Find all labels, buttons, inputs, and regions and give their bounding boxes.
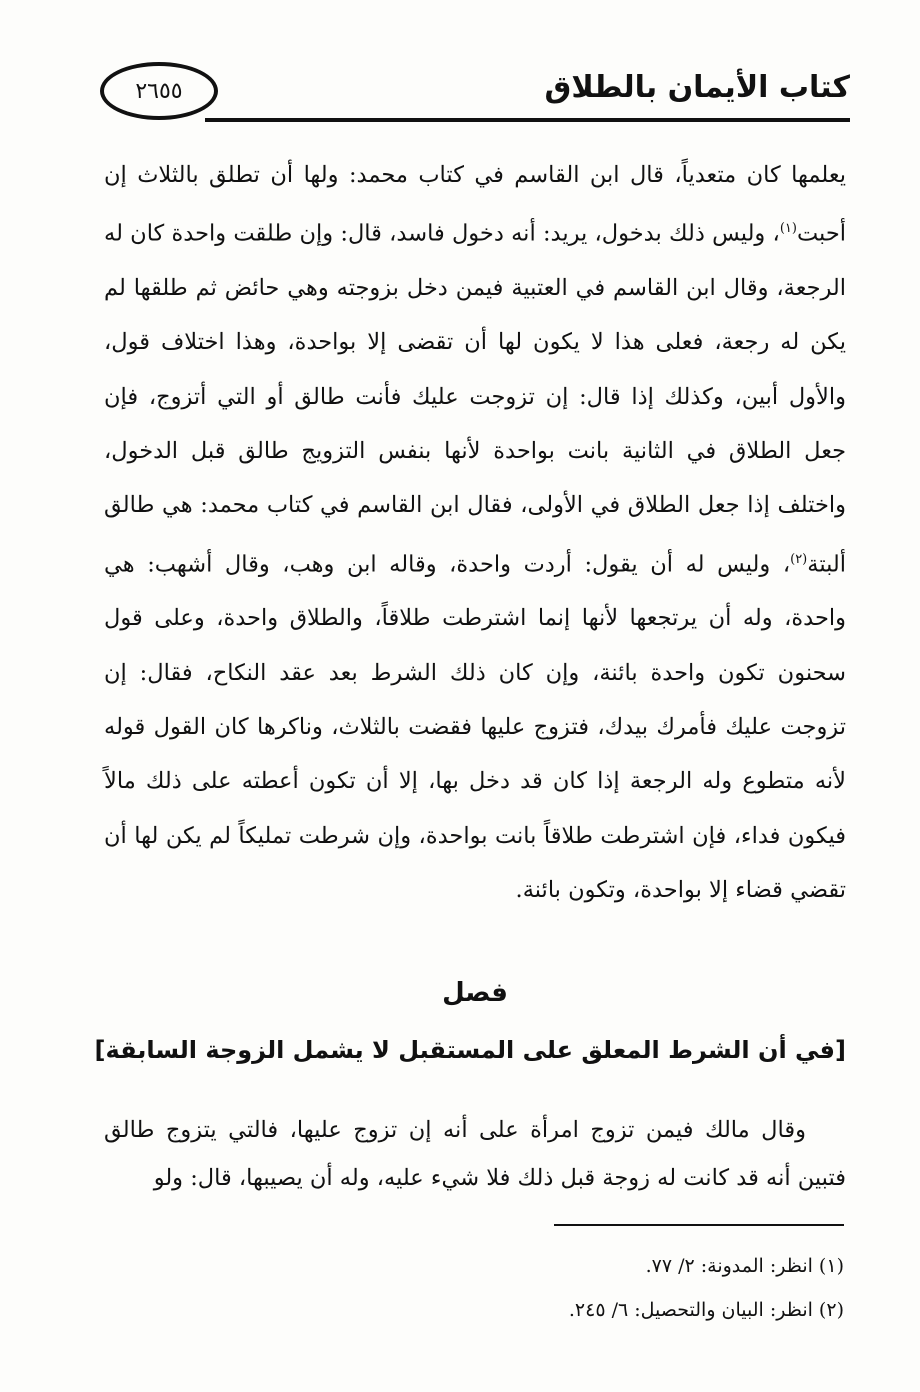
section-title: [في أن الشرط المعلق على المستقبل لا يشمل الزوجة السابقة]: [94, 1036, 846, 1064]
page-header: [100, 62, 850, 126]
page-number: ٢٦٥٥: [135, 78, 183, 104]
page-number-badge: [100, 62, 218, 120]
footnote-2: (٢) انظر: البيان والتحصيل: ٦/ ٢٤٥.: [568, 1299, 844, 1321]
second-paragraph: [104, 1106, 846, 1202]
footnote-divider: [554, 1224, 844, 1226]
section-heading: فصل: [442, 978, 508, 1008]
footnotes: [344, 1244, 844, 1332]
header-rule: [205, 118, 850, 122]
paragraph-segment: يعلمها كان متعدياً، قال ابن القاسم في كتاب محمد: ولها أن تطلق بالثلاث إن أحبت: [104, 162, 846, 247]
footnote-1: (١) انظر: المدونة: ٢/ ٧٧.: [645, 1255, 844, 1277]
paragraph-segment: ، وليس ذلك بدخول، يريد: أنه دخول فاسد، قال: وإن طلقت واحدة كان له الرجعة، وقال ابن القاسم في العتبية فيمن دخل بزوجته وهي حائض ثم طلقها لم يكن له رجعة، فعلى هذا لا يكون لها أن تقضى إلا بواحدة، وهذا اختلاف قول، والأول أبين، وكذلك إذا قال: إن تزوجت عليك فأنت طالق أو التي أتزوج، فإن جعل الطلاق في الثانية بانت بواحدة لأنها بنفس التزويج طالق قبل الدخول، واختلف إذا جعل الطلاق في الأولى، فقال ابن القاسم في كتاب محمد: هي طالق ألبتة: [104, 220, 846, 578]
main-paragraph: [104, 148, 846, 917]
footnote-ref: (٢): [790, 551, 808, 567]
footnote-ref: (١): [779, 221, 797, 237]
book-title: كتاب الأيمان بالطلاق: [544, 70, 850, 105]
paragraph-text: وقال مالك فيمن تزوج امرأة على أنه إن تزوج عليها، فالتي يتزوج طالق فتبين أنه قد كانت له زوجة قبل ذلك فلا شيء عليه، وله أن يصيبها، قال: ولو: [104, 1117, 846, 1191]
paragraph-segment: ، وليس له أن يقول: أردت واحدة، وقاله ابن وهب، وقال أشهب: هي واحدة، وله أن يرتجعها لأنها إنما اشترطت طلاقاً، والطلاق واحدة، وعلى قول سحنون تكون واحدة بائنة، وإن كان ذلك الشرط بعد عقد النكاح، فقال: إن تزوجت عليك فأمرك بيدك، فتزوج عليها فقضت بالثلاث، وناكرها كان القول قوله لأنه متطوع وله الرجعة إذا كان قد دخل بها، إلا أن تكون أعطته على ذلك مالاً فيكون فداء، فإن اشترطت طلاقاً بانت بواحدة، وإن شرطت تمليكاً لم يكن لها أن تقضي قضاء إلا بواحدة، وتكون بائنة.: [104, 551, 846, 903]
